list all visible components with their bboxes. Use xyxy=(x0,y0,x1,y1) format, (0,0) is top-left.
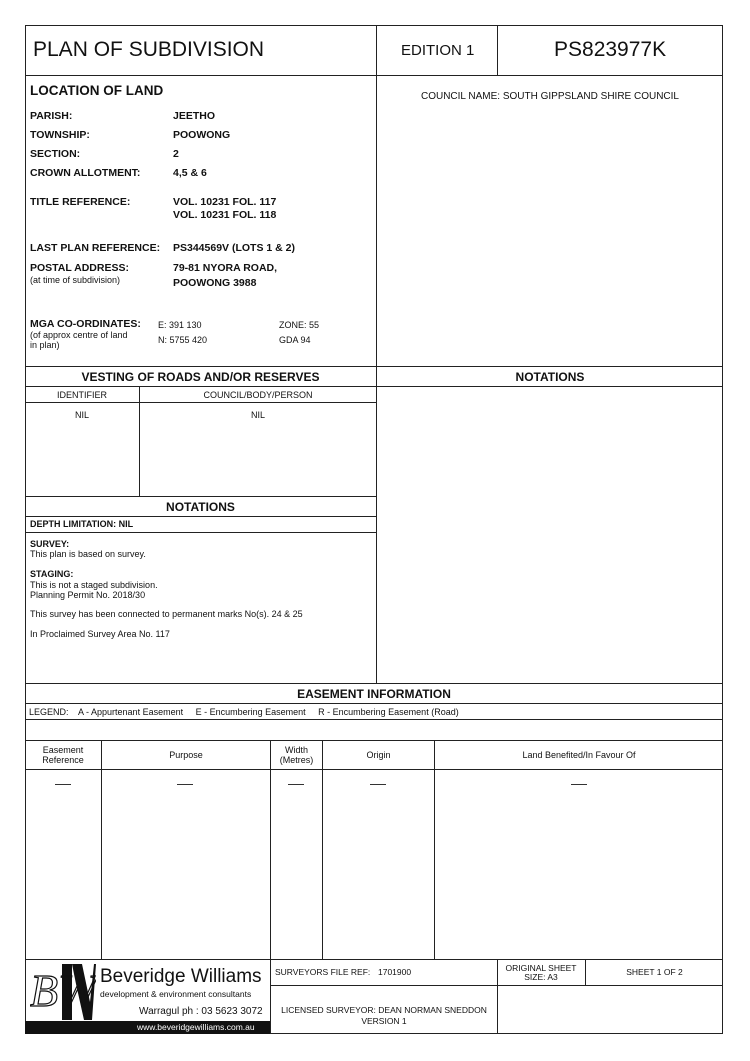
easement-heading-line xyxy=(25,703,723,704)
company-phone: Warragul ph : 03 5623 3072 xyxy=(139,1006,263,1017)
proclaimed-area-text: In Proclaimed Survey Area No. 117 xyxy=(30,629,170,639)
easement-col-divider-3 xyxy=(322,740,323,959)
parish-label: PARISH: xyxy=(30,110,73,122)
beveridge-williams-logo xyxy=(30,962,96,1022)
header-split-1 xyxy=(376,25,377,75)
staging-text-2: Planning Permit No. 2018/30 xyxy=(30,590,146,600)
easement-col-benefited: Land Benefited/In Favour Of xyxy=(522,750,636,760)
company-name: Beveridge Williams xyxy=(100,966,262,987)
survey-heading: SURVEY: xyxy=(30,539,70,549)
header-divider xyxy=(25,75,723,76)
file-ref-label: SURVEYORS FILE REF: xyxy=(275,967,371,977)
location-heading: LOCATION OF LAND xyxy=(30,83,164,98)
easement-top-line xyxy=(25,683,723,684)
easement-col-divider-2 xyxy=(270,740,271,959)
easement-col-divider-4 xyxy=(434,740,435,959)
postal-address-label: POSTAL ADDRESS: xyxy=(30,262,129,274)
footer-mid-line xyxy=(270,985,723,986)
easement-col-ref-2: Reference xyxy=(42,755,84,765)
township-label: TOWNSHIP: xyxy=(30,129,90,141)
header-split-2 xyxy=(497,25,498,75)
title-reference-1: VOL. 10231 FOL. 117 xyxy=(173,196,277,208)
easement-col-width-2: (Metres) xyxy=(279,755,314,765)
easement-col-origin: Origin xyxy=(366,750,391,760)
datum-value: GDA 94 xyxy=(279,335,311,345)
company-tagline: development & environment consultants xyxy=(100,989,252,999)
mga-note-2: in plan) xyxy=(30,340,60,350)
section-value: 2 xyxy=(173,148,179,160)
easement-legend: LEGEND: A - Appurtenant Easement E - Encumbering Easement R - Encumbering Easement (Road) xyxy=(29,707,459,717)
logo-monogram: BW xyxy=(30,965,96,1016)
notations-right-heading: NOTATIONS xyxy=(515,370,585,384)
easement-origin-empty-dash xyxy=(370,784,386,785)
crown-allotment-label: CROWN ALLOTMENT: xyxy=(30,167,141,179)
edition-label: EDITION 1 xyxy=(401,42,475,59)
easement-col-header-line xyxy=(25,769,723,770)
parish-value: JEETHO xyxy=(173,110,216,122)
plan-title: PLAN OF SUBDIVISION xyxy=(33,38,265,61)
last-plan-value: PS344569V (LOTS 1 & 2) xyxy=(173,242,295,254)
title-reference-label: TITLE REFERENCE: xyxy=(30,196,131,208)
township-value: POOWONG xyxy=(173,129,231,141)
easting-value: E: 391 130 xyxy=(158,320,202,330)
vesting-council-value: NIL xyxy=(250,410,265,420)
file-ref-value: 1701900 xyxy=(378,967,412,977)
notations-heading: NOTATIONS xyxy=(166,500,235,514)
postal-address-note: (at time of subdivision) xyxy=(30,275,121,285)
notations-heading-line xyxy=(25,516,376,517)
easement-heading: EASEMENT INFORMATION xyxy=(297,687,451,701)
company-website[interactable]: www.beveridgewilliams.com.au xyxy=(137,1022,255,1032)
title-reference-2: VOL. 10231 FOL. 118 xyxy=(173,209,277,221)
vesting-col-header-line xyxy=(25,402,376,403)
staging-heading: STAGING: xyxy=(30,569,74,579)
depth-line xyxy=(25,532,376,533)
zone-value: ZONE: 55 xyxy=(279,320,320,330)
legend-line xyxy=(25,719,723,720)
vesting-heading: VESTING OF ROADS AND/OR RESERVES xyxy=(81,370,320,384)
vesting-heading-line xyxy=(25,386,723,387)
postal-address-1: 79-81 NYORA ROAD, xyxy=(173,262,278,274)
easement-ref-empty-dash xyxy=(55,784,71,785)
vesting-top-line xyxy=(25,366,723,367)
crown-allotment-value: 4,5 & 6 xyxy=(173,167,207,179)
plan-version: VERSION 1 xyxy=(361,1016,407,1026)
vesting-col-council: COUNCIL/BODY/PERSON xyxy=(203,390,313,400)
easement-purpose-empty-dash xyxy=(177,784,193,785)
permanent-marks-text: This survey has been connected to permanent marks No(s). 24 & 25 xyxy=(30,609,303,619)
survey-text: This plan is based on survey. xyxy=(30,549,146,559)
last-plan-label: LAST PLAN REFERENCE: xyxy=(30,242,161,254)
sheet-size-2: SIZE: A3 xyxy=(524,972,558,982)
easement-col-purpose: Purpose xyxy=(169,750,203,760)
staging-text-1: This is not a staged subdivision. xyxy=(30,580,158,590)
plan-number: PS823977K xyxy=(554,38,667,61)
easement-col-ref-1: Easement xyxy=(42,745,84,755)
easement-gap-line xyxy=(25,740,723,741)
depth-limitation: DEPTH LIMITATION: NIL xyxy=(30,519,134,529)
council-name: COUNCIL NAME: SOUTH GIPPSLAND SHIRE COUNCIL xyxy=(420,91,679,102)
vesting-col-identifier: IDENTIFIER xyxy=(56,390,107,400)
easement-benefited-empty-dash xyxy=(571,784,587,785)
sheet-number: SHEET 1 OF 2 xyxy=(626,967,683,977)
mga-label: MGA CO-ORDINATES: xyxy=(30,318,141,330)
postal-address-2: POOWONG 3988 xyxy=(173,277,257,289)
notations-top-line xyxy=(25,496,376,497)
sheet-size-1: ORIGINAL SHEET xyxy=(505,963,577,973)
mga-note-1: (of approx centre of land xyxy=(30,330,128,340)
easement-col-divider-1 xyxy=(101,740,102,959)
licensed-surveyor: LICENSED SURVEYOR: DEAN NORMAN SNEDDON xyxy=(281,1005,487,1015)
easement-width-empty-dash xyxy=(288,784,304,785)
northing-value: N: 5755 420 xyxy=(158,335,208,345)
vesting-col-divider xyxy=(139,386,140,496)
footer-top-line xyxy=(25,959,723,960)
vesting-identifier-value: NIL xyxy=(74,410,89,420)
easement-col-width-1: Width xyxy=(284,745,308,755)
section-label: SECTION: xyxy=(30,148,81,160)
